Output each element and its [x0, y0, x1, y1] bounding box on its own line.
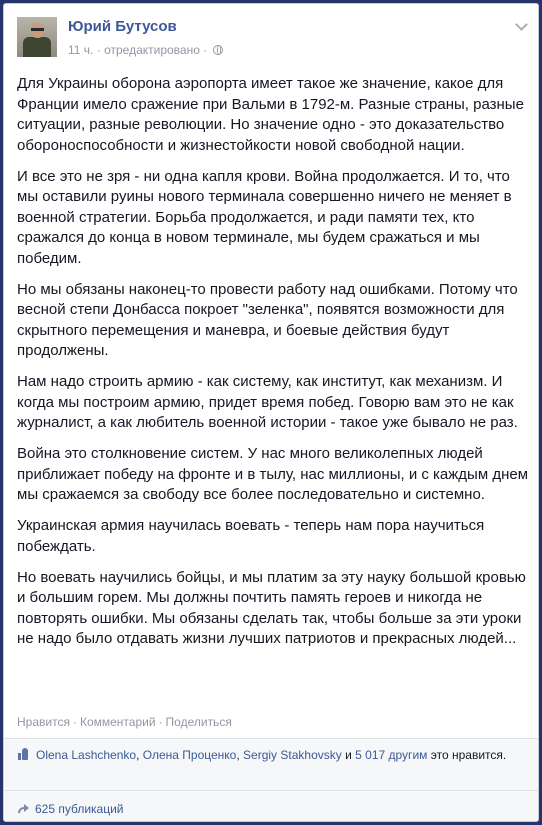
post-paragraph: Война это столкновение систем. У нас много великолепных людей приближает победу на фронте и в тылу, нас миллионы, и с каждым днем мы сражаемся за свободу все более последовательно и системно. — [17, 445, 529, 503]
post-paragraph: Но воевать научились бойцы, и мы платим за эту науку большой кровью и большим горем. Мы должны почтить память героев и никогда не повторять ошибки. Мы обязаны сделать так, чтобы больше за эти уроки не надо было отдавать жизни лучших патриотов и прекрасных людей... — [17, 568, 526, 647]
post-paragraph: Для Украины оборона аэропорта имеет такое же значение, какое для Франции имело сражение при Вальми в 1792-м. Разные страны, разные ситуации, разные революции. Но значение одно - это доказательство обороноспособности и жизнестойкости новой свободной нации. — [17, 75, 524, 154]
divider — [4, 790, 538, 791]
liker-link[interactable]: Олена Проценко — [142, 748, 237, 762]
shares-count[interactable]: 625 публикаций — [35, 802, 124, 816]
post-card — [3, 3, 539, 822]
post-time[interactable]: 11 ч. — [68, 42, 94, 57]
share-button[interactable]: Поделиться — [165, 715, 232, 729]
liker-link[interactable]: Olena Lashchenko — [36, 748, 137, 762]
post-meta: 11 ч. · отредактировано · — [68, 42, 223, 57]
chevron-down-icon[interactable] — [515, 18, 528, 31]
like-icon — [18, 748, 31, 760]
like-button[interactable]: Нравится — [17, 715, 70, 729]
avatar[interactable] — [17, 17, 57, 57]
liker-link[interactable]: Sergiy Stakhovsky — [243, 748, 342, 762]
post-footer — [4, 738, 538, 822]
post-text — [17, 74, 529, 660]
share-icon — [18, 804, 30, 814]
comment-button[interactable]: Комментарий — [79, 715, 156, 729]
others-link[interactable]: 5 017 другим — [355, 748, 428, 762]
post-paragraph: И все это не зря - ни одна капля крови. Война продолжается. И то, что мы оставили руины нового терминала совершенно ничего не меняет в военной стратегии. Борьба продолжается, и ради памяти тех, кто сражался до конца в новом терминале, мы будем сражаться и мы победим. — [17, 167, 512, 267]
likes-summary: Olena Lashchenko, Олена Проценко, Sergiy Stakhovsky и 5 017 другим это нравится. — [18, 747, 518, 763]
post-paragraph: Нам надо строить армию - как систему, как институт, как механизм. И когда мы построим армию, придет время побед. Говорю вам это не как журналист, а как любитель военной истории - такое уже бывало не раз. — [17, 373, 518, 431]
shares-link[interactable] — [18, 802, 124, 816]
globe-icon[interactable] — [213, 45, 223, 55]
edited-label[interactable]: отредактировано — [104, 42, 200, 57]
author-name[interactable]: Юрий Бутусов — [68, 18, 177, 35]
post-paragraph: Украинская армия научилась воевать - теперь нам пора научиться побеждать. — [17, 517, 485, 555]
post-actions: Нравится · Комментарий · Поделиться — [17, 715, 232, 729]
post-paragraph: Но мы обязаны наконец-то провести работу над ошибками. Потому что весной степи Донбасса покроет "зеленка", появятся возможности для скрытного перемещения и маневра, и боевые действия будут продолжены. — [17, 280, 518, 359]
